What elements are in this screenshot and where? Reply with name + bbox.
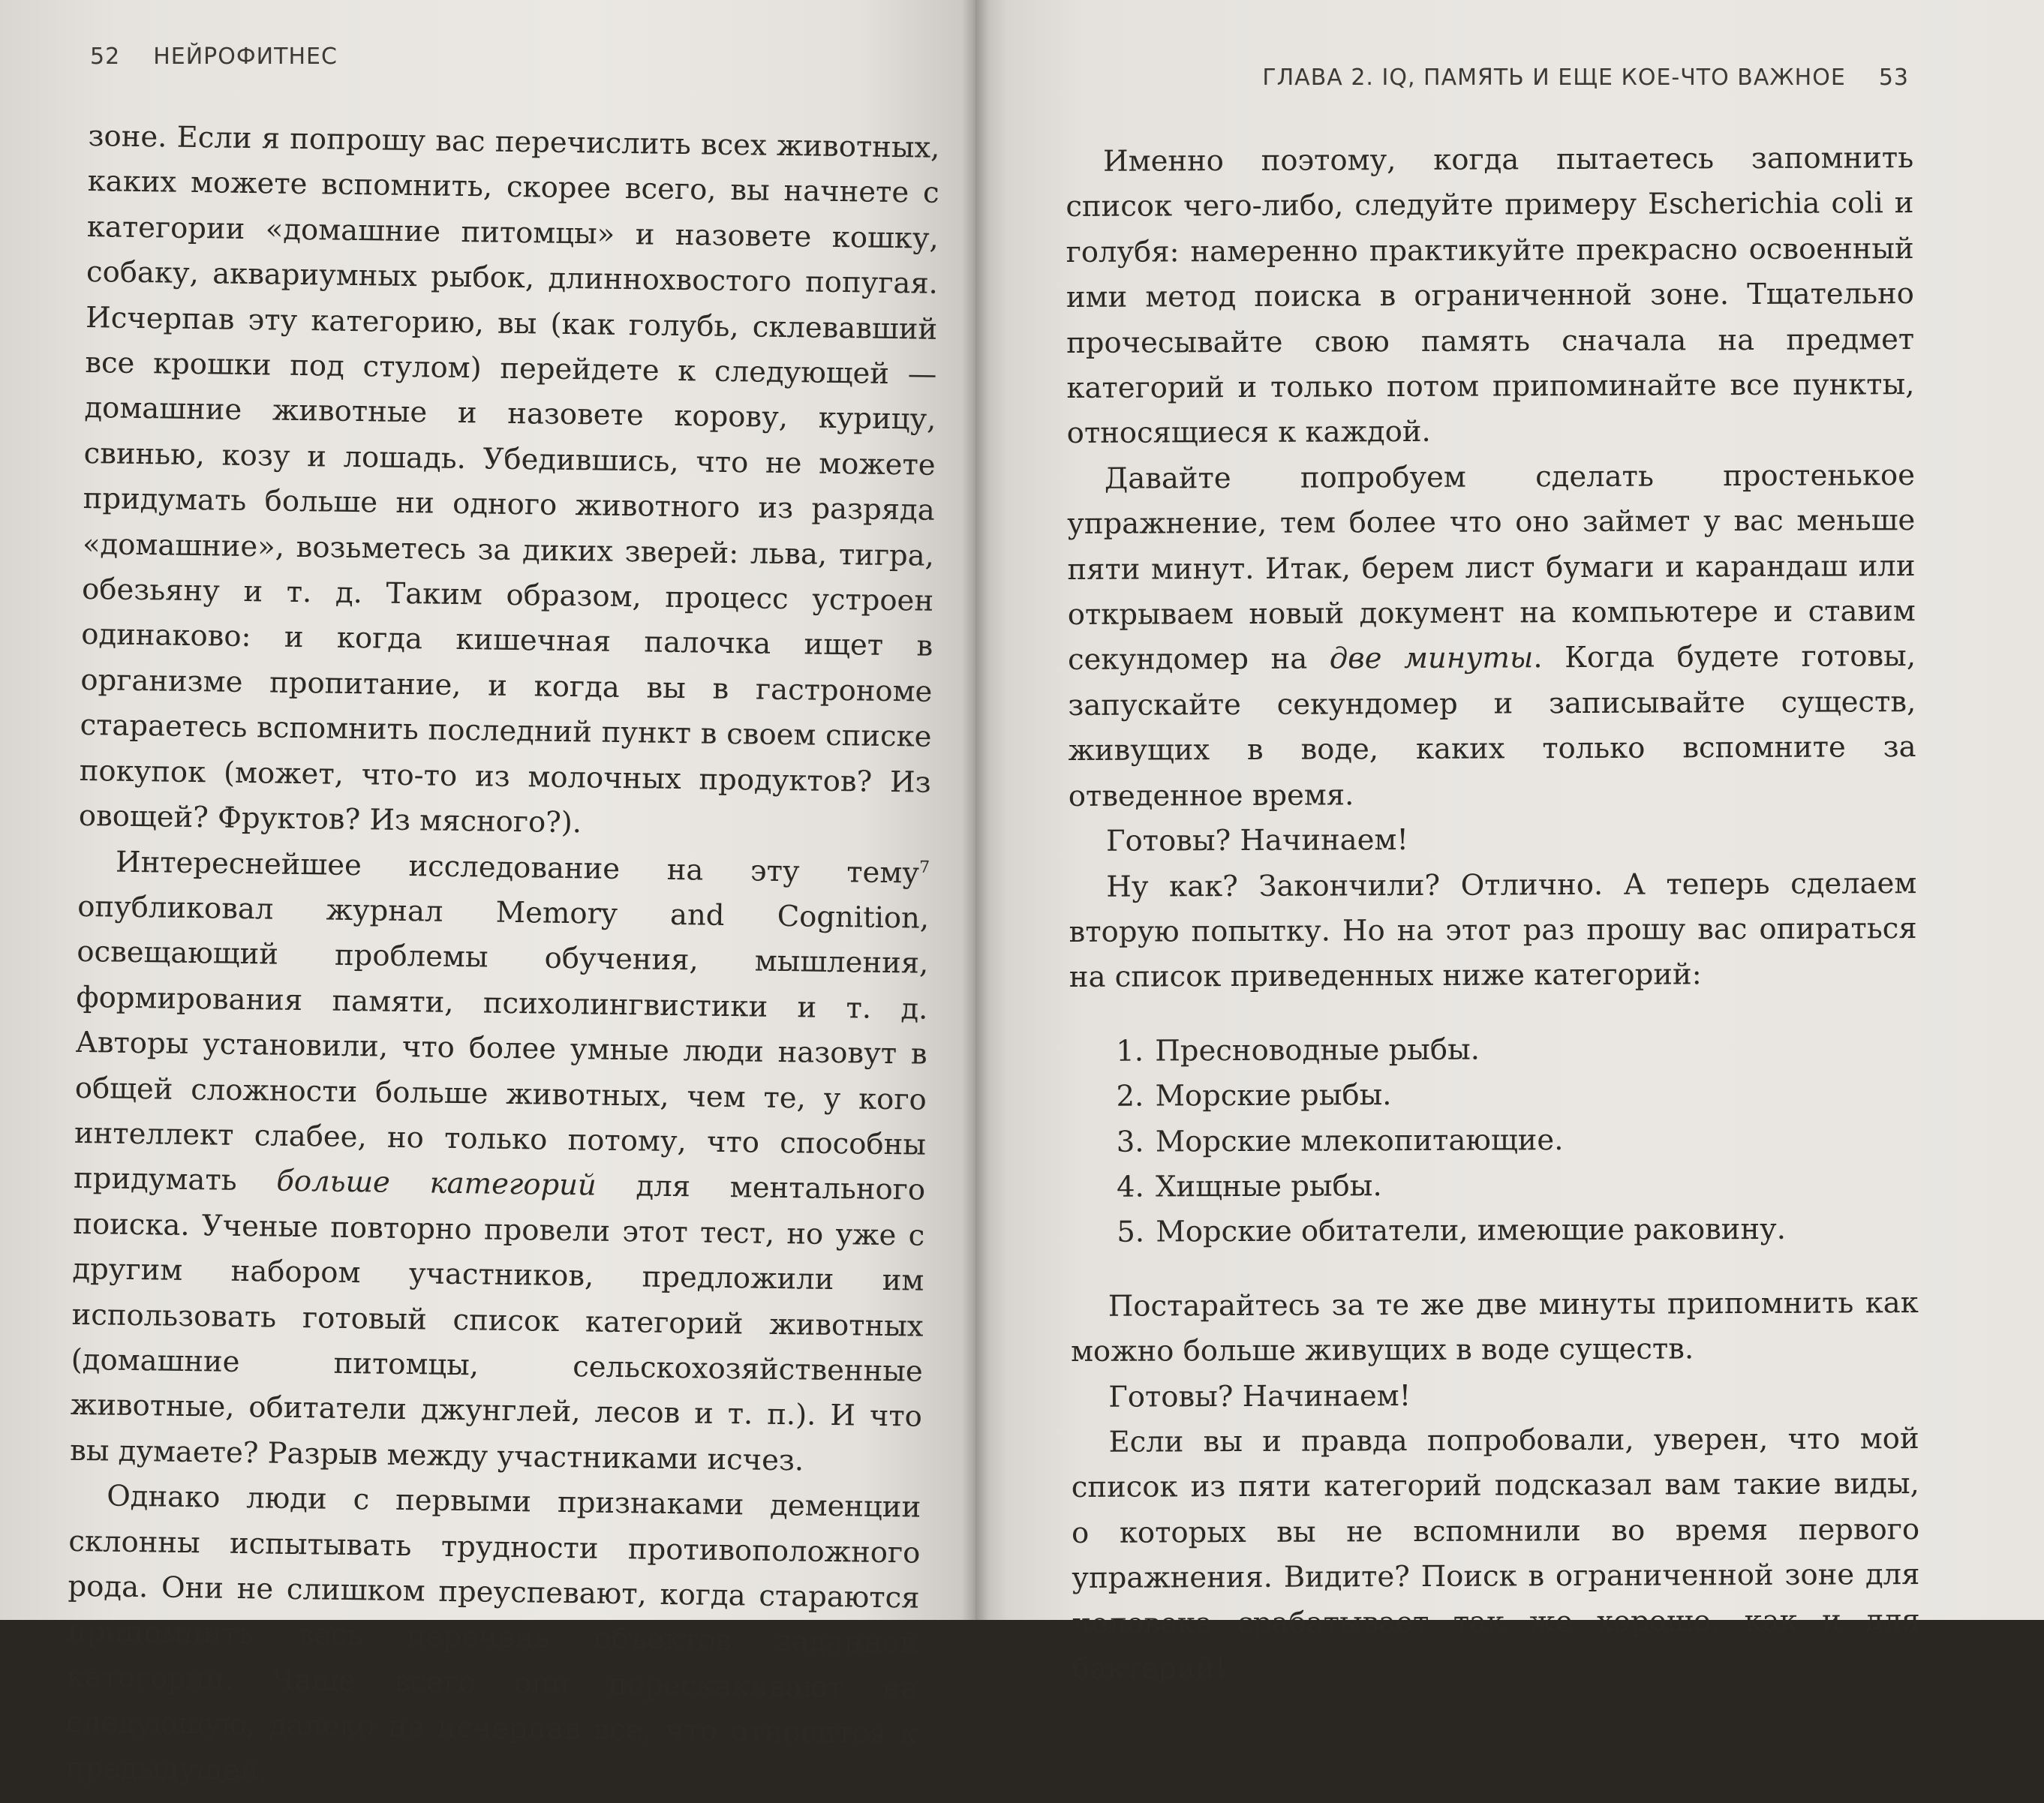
- right-page: [975, 0, 2044, 1686]
- footnote-ref-7[interactable]: 7: [918, 858, 930, 877]
- right-paragraph-6: Готовы? Начинаем!: [1108, 1378, 1411, 1414]
- right-paragraph-7: Если вы и правда попробовали, уверен, что мой список из пяти категорий подсказал вам такие виды, о которых вы не вспомнили во время первого упражнения. Видите? Поиск в ограниченной зоне для человека срабатывает так же хорошо, как и для бактерий!: [1071, 1422, 1920, 1686]
- category-list: [1069, 1026, 1918, 1256]
- left-text-block: [65, 114, 940, 1803]
- right-header-title: ГЛАВА 2. IQ, ПАМЯТЬ И ЕЩЕ КОЕ-ЧТО ВАЖНОЕ: [1262, 65, 1846, 91]
- list-item: 5. Морские обитатели, имеющие раковину.: [1117, 1213, 1787, 1250]
- left-p2-text-a: Интереснейшее исследование на эту тему: [115, 845, 920, 891]
- list-item: 2. Морские рыбы.: [1116, 1078, 1392, 1113]
- left-paragraph-1: зоне. Если я попрошу вас перечислить всех животных, каких можете вспомнить, скорее всего, вы начнете с категории «домашние питомцы» и назовете кошку, собаку, аквариумных рыбок, длиннохвостого попугая. Исчерпав эту категорию, вы (как голубь, склевавший все крошки под стулом) перейдете к следующей — домашние животные и назовете корову, курицу, свинью, козу и лошадь. Убедившись, что не можете придумать больше ни одного животного из разряда «домашние», возьметесь за диких зверей: льва, тигра, обезьяну и т. д. Таким образом, процесс устроен одинаково: и когда кишечная палочка ищет в организме пропитание, и когда вы в гастрономе стараетесь вспомнить последний пункт в своем списке покупок (может, что-то из молочных продуктов? Из овощей? Фруктов? Из мясного?).: [78, 119, 940, 840]
- right-paragraph-4: Ну как? Закончили? Отлично. А теперь сделаем вторую попытку. Но на этот раз прошу вас опираться на список приведенных ниже категорий:: [1069, 866, 1917, 995]
- right-running-head: [1262, 65, 1909, 91]
- right-p2-italic: две минуты: [1329, 641, 1534, 676]
- right-paragraph-2: [1067, 453, 1916, 819]
- list-item: 1. Пресноводные рыбы.: [1116, 1032, 1480, 1068]
- right-page-number: 53: [1878, 65, 1909, 91]
- right-text-block: [1066, 136, 1920, 1692]
- right-p2-text-a: Давайте попробуем сделать простенькое упражнение, тем более что оно займет у вас меньше пяти минут. Итак, берем лист бумаги и карандаш или открываем новый документ на компьютере и ставим секундомер на: [1067, 458, 1916, 678]
- left-p2-text-b: опубликовал журнал Memory and Cognition, освещающий проблемы обучения, мышления, формирования памяти, психолингвистики и т. д. Авторы установили, что более умные люди назовут в общей сложности больше животных, чем те, у кого интеллект слабее, но только потому, что способны придумать: [73, 889, 930, 1198]
- left-p2-text-c: для ментального поиска. Ученые повторно провели этот тест, но уже с другим набором участников, предложили им использовать готовый список категорий животных (домашние питомцы, сельскохозяйственные животные, обитатели джунглей, лесов и т. п.). И что вы думаете? Разрыв между участниками исчез.: [69, 1168, 926, 1478]
- right-paragraph-5: Постарайтесь за те же две минуты припомнить как можно больше живущих в воде существ.: [1070, 1285, 1919, 1369]
- left-paragraph-2: [70, 839, 930, 1485]
- left-paragraph-3: Однако люди с первыми признаками деменции склонны испытывать трудности противоположного рода. Они не слишком преуспевают, когда стараются припомнить весь перечень объектов заданной категории. Чаще всего они перескакивают на следующую, далеко не исчерпав все, что относится к предыдущей.: [65, 1479, 921, 1788]
- left-page: [0, 0, 975, 1788]
- left-page-number: 52: [90, 44, 121, 70]
- left-running-head: [90, 44, 338, 70]
- right-paragraph-3: Готовы? Начинаем!: [1105, 823, 1408, 858]
- list-item: 4. Хищные рыбы.: [1116, 1169, 1382, 1204]
- left-p2-italic: больше категорий: [276, 1164, 597, 1203]
- list-item: 3. Морские млекопитающие.: [1116, 1122, 1564, 1159]
- right-p2-text-b: . Когда будете готовы, запускайте секундомер и записывайте существ, живущих в воде, каких только вспомните за отведенное время.: [1068, 639, 1916, 813]
- right-paragraph-1: Именно поэтому, когда пытаетесь запомнить список чего-либо, следуйте примеру Escherichia coli и голубя: намеренно практикуйте прекрасно освоенный ими метод поиска в ограниченной зоне. Тщательно прочесывайте свою память сначала на предмет категорий и только потом припоминайте все пункты, относящиеся к каждой.: [1066, 141, 1915, 451]
- left-header-title: НЕЙРОФИТНЕС: [153, 44, 338, 70]
